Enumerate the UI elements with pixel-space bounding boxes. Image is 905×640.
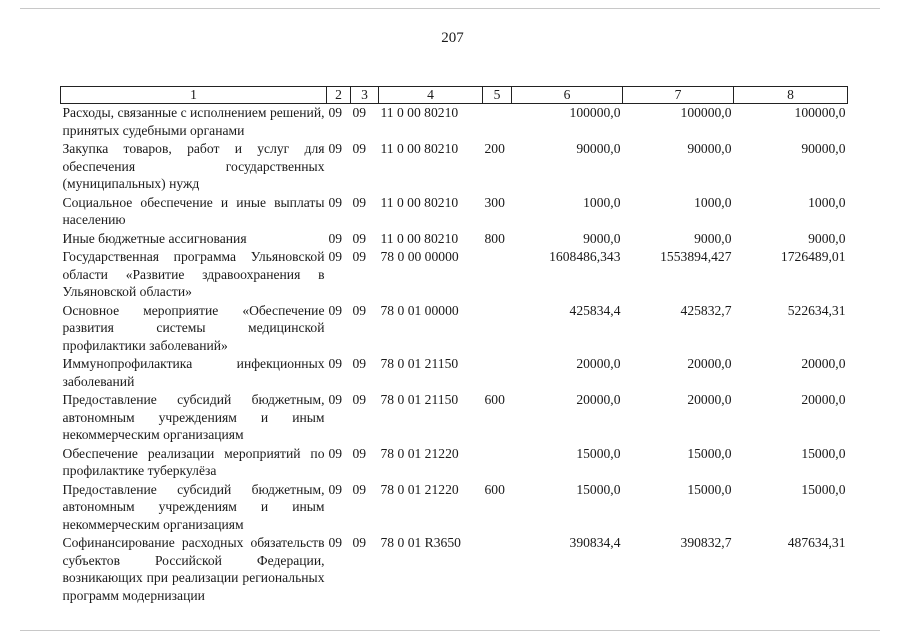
- row-amount-1: 1000,0: [583, 194, 621, 210]
- row-target-code: 11 0 00 80210: [380, 194, 459, 210]
- row-section: 09: [328, 141, 343, 156]
- row-name: Предоставление субсидий бюджетным, автономным учреждениям и иным некоммерческим организациям: [62, 481, 325, 532]
- row-amount-1: 15000,0: [576, 481, 621, 497]
- row-expense-type: [483, 248, 512, 302]
- row-subsection: 09: [352, 194, 367, 210]
- row-amount-1: 1608486,343: [549, 249, 621, 264]
- row-name: Софинансирование расходных обязательств субъектов Российской Федерации, возникающих при реализации региональных программ модернизации: [62, 535, 325, 603]
- row-subsection: 09: [352, 302, 367, 318]
- table-row: [61, 391, 848, 445]
- row-expense-type: 200: [484, 141, 505, 156]
- col-header-3: 3: [351, 87, 379, 104]
- header-row: [61, 87, 848, 104]
- row-amount-1: 15000,0: [576, 445, 621, 461]
- row-name: Иммунопрофилактика инфекционных заболеваний: [62, 356, 325, 389]
- row-section: 09: [328, 194, 343, 210]
- row-expense-type: 800: [484, 230, 505, 246]
- row-expense-type: [483, 355, 512, 391]
- page-number: 207: [441, 30, 464, 46]
- row-subsection: 09: [352, 356, 367, 371]
- col-header-4: 4: [379, 87, 483, 104]
- row-expense-type: 600: [484, 392, 505, 407]
- row-subsection: 09: [352, 445, 367, 461]
- table-row: [61, 355, 848, 391]
- budget-table: [60, 86, 848, 605]
- row-target-code: 11 0 00 80210: [380, 230, 459, 246]
- col-header-1: 1: [61, 87, 327, 104]
- row-section: 09: [328, 535, 343, 550]
- col-header-2: 2: [327, 87, 351, 104]
- row-target-code: 78 0 01 21220: [380, 481, 459, 497]
- row-amount-2: 390832,7: [680, 535, 732, 550]
- row-amount-2: 90000,0: [687, 141, 732, 156]
- row-subsection: 09: [352, 141, 367, 156]
- table-row: [61, 534, 848, 605]
- row-section: 09: [328, 230, 343, 246]
- table-row: [61, 104, 848, 141]
- row-amount-3: 15000,0: [801, 445, 846, 461]
- row-amount-2: 1553894,427: [660, 249, 732, 264]
- row-expense-type: 300: [484, 194, 505, 210]
- row-amount-2: 9000,0: [694, 230, 732, 246]
- col-header-8: 8: [734, 87, 848, 104]
- row-amount-2: 425832,7: [680, 302, 732, 318]
- table-row: [61, 194, 848, 230]
- row-target-code: 78 0 01 21150: [380, 356, 459, 371]
- row-amount-3: 9000,0: [808, 230, 846, 246]
- row-target-code: 78 0 01 21220: [380, 445, 459, 461]
- row-target-code: 11 0 00 80210: [380, 141, 459, 156]
- row-name: Расходы, связанные с исполнением решений, принятых судебными органами: [62, 105, 325, 138]
- row-amount-3: 15000,0: [801, 481, 846, 497]
- row-section: 09: [328, 105, 343, 120]
- row-amount-1: 20000,0: [576, 356, 621, 371]
- row-section: 09: [328, 481, 343, 497]
- row-target-code: 11 0 00 80210: [380, 105, 459, 120]
- row-amount-2: 15000,0: [687, 481, 732, 497]
- row-target-code: 78 0 01 R3650: [380, 535, 461, 550]
- row-subsection: 09: [352, 249, 367, 264]
- row-amount-1: 90000,0: [576, 141, 621, 156]
- row-amount-1: 425834,4: [569, 302, 621, 318]
- col-header-6: 6: [512, 87, 623, 104]
- table-row: [61, 140, 848, 194]
- row-amount-2: 100000,0: [680, 105, 732, 120]
- row-amount-2: 15000,0: [687, 445, 732, 461]
- row-name: Иные бюджетные ассигнования: [62, 230, 247, 246]
- row-expense-type: [483, 104, 512, 141]
- row-section: 09: [328, 392, 343, 407]
- table-row: [61, 248, 848, 302]
- table-row: [61, 481, 848, 535]
- row-amount-2: 20000,0: [687, 356, 732, 371]
- row-amount-3: 20000,0: [801, 356, 846, 371]
- row-amount-1: 9000,0: [583, 230, 621, 246]
- row-amount-1: 100000,0: [569, 105, 621, 120]
- row-amount-3: 487634,31: [787, 535, 846, 550]
- scan-edge-top: [20, 8, 880, 9]
- row-subsection: 09: [352, 392, 367, 407]
- row-amount-3: 522634,31: [787, 302, 846, 318]
- col-header-5: 5: [483, 87, 512, 104]
- row-section: 09: [328, 445, 343, 461]
- col-header-7: 7: [623, 87, 734, 104]
- row-amount-3: 1726489,01: [780, 249, 846, 264]
- scan-edge-bottom: [20, 630, 880, 631]
- row-name: Обеспечение реализации мероприятий по профилактике туберкулёза: [62, 445, 325, 478]
- row-amount-3: 20000,0: [801, 392, 846, 407]
- table-row: [61, 445, 848, 481]
- row-amount-1: 20000,0: [576, 392, 621, 407]
- row-name: Социальное обеспечение и иные выплаты населению: [62, 194, 325, 227]
- row-subsection: 09: [352, 535, 367, 550]
- row-name: Закупка товаров, работ и услуг для обеспечения государственных (муниципальных) нужд: [62, 141, 325, 191]
- row-subsection: 09: [352, 230, 367, 246]
- row-amount-3: 1000,0: [808, 194, 846, 210]
- row-name: Основное мероприятие «Обеспечение развития системы медицинской профилактики заболеваний»: [62, 302, 325, 353]
- row-section: 09: [328, 356, 343, 371]
- table-body: [61, 104, 848, 606]
- row-section: 09: [328, 249, 343, 264]
- row-expense-type: [483, 445, 512, 481]
- row-target-code: 78 0 00 00000: [380, 249, 459, 264]
- row-expense-type: [483, 534, 512, 605]
- row-amount-1: 390834,4: [569, 535, 621, 550]
- row-target-code: 78 0 01 00000: [380, 302, 459, 318]
- row-name: Предоставление субсидий бюджетным, автономным учреждениям и иным некоммерческим организациям: [62, 392, 325, 442]
- row-subsection: 09: [352, 481, 367, 497]
- table-row: [61, 230, 848, 249]
- row-amount-3: 90000,0: [801, 141, 846, 156]
- row-amount-2: 20000,0: [687, 392, 732, 407]
- row-amount-2: 1000,0: [694, 194, 732, 210]
- row-amount-3: 100000,0: [794, 105, 846, 120]
- row-target-code: 78 0 01 21150: [380, 392, 459, 407]
- row-name: Государственная программа Ульяновской области «Развитие здравоохранения в Ульяновской области»: [62, 249, 325, 299]
- row-subsection: 09: [352, 105, 367, 120]
- table-row: [61, 302, 848, 356]
- row-section: 09: [328, 302, 343, 318]
- row-expense-type: [483, 302, 512, 356]
- row-expense-type: 600: [484, 481, 505, 497]
